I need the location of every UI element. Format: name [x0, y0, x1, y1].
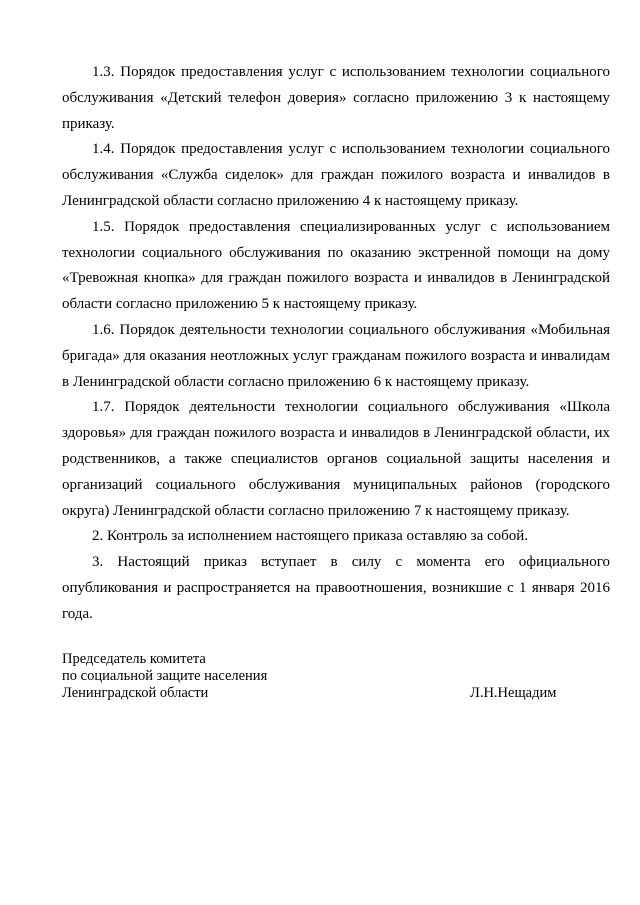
paragraph-1-5: 1.5. Порядок предоставления специализированных услуг с использованием технологии социального обслуживания по оказанию экстренной помощи на дому «Тревожная кнопка» для граждан пожилого возраста и инвалидов в Ленинградской области согласно приложению 5 к настоящему приказу. [62, 218, 610, 313]
signature-block [62, 651, 562, 702]
paragraph-1-7: 1.7. Порядок деятельности технологии социального обслуживания «Школа здоровья» для граждан пожилого возраста и инвалидов в Ленинградской области, их родственников, а также специалистов органов социальной защиты населения и организаций социального обслуживания муниципальных районов (городского округа) Ленинградской области согласно приложению 7 к настоящему приказу. [62, 399, 610, 519]
paragraph-2: 2. Контроль за исполнением настоящего приказа оставляю за собой. [92, 528, 529, 545]
signer-title-line-2: по социальной защите населения [62, 668, 268, 684]
paragraph-3: 3. Настоящий приказ вступает в силу с момента его официального опубликования и распространяется на правоотношения, возникшие с 1 января 2016 года. [62, 554, 610, 622]
signer-title-line-3: Ленинградской области [62, 685, 209, 701]
signer-title-line-1: Председатель комитета [62, 651, 206, 667]
signer-name: Л.Н.Нещадим [470, 685, 557, 701]
paragraph-1-4: 1.4. Порядок предоставления услуг с использованием технологии социального обслуживания «Служба сиделок» для граждан пожилого возраста и инвалидов в Ленинградской области согласно приложению 4 к настоящему приказу. [62, 141, 610, 209]
paragraph-1-3: 1.3. Порядок предоставления услуг с использованием технологии социального обслуживания «Детский телефон доверия» согласно приложению 3 к настоящему приказу. [62, 64, 610, 132]
document-body [62, 60, 610, 628]
paragraph-1-6: 1.6. Порядок деятельности технологии социального обслуживания «Мобильная бригада» для оказания неотложных услуг гражданам пожилого возраста и инвалидам в Ленинградской области согласно приложению 6 к настоящему приказу. [62, 321, 610, 390]
